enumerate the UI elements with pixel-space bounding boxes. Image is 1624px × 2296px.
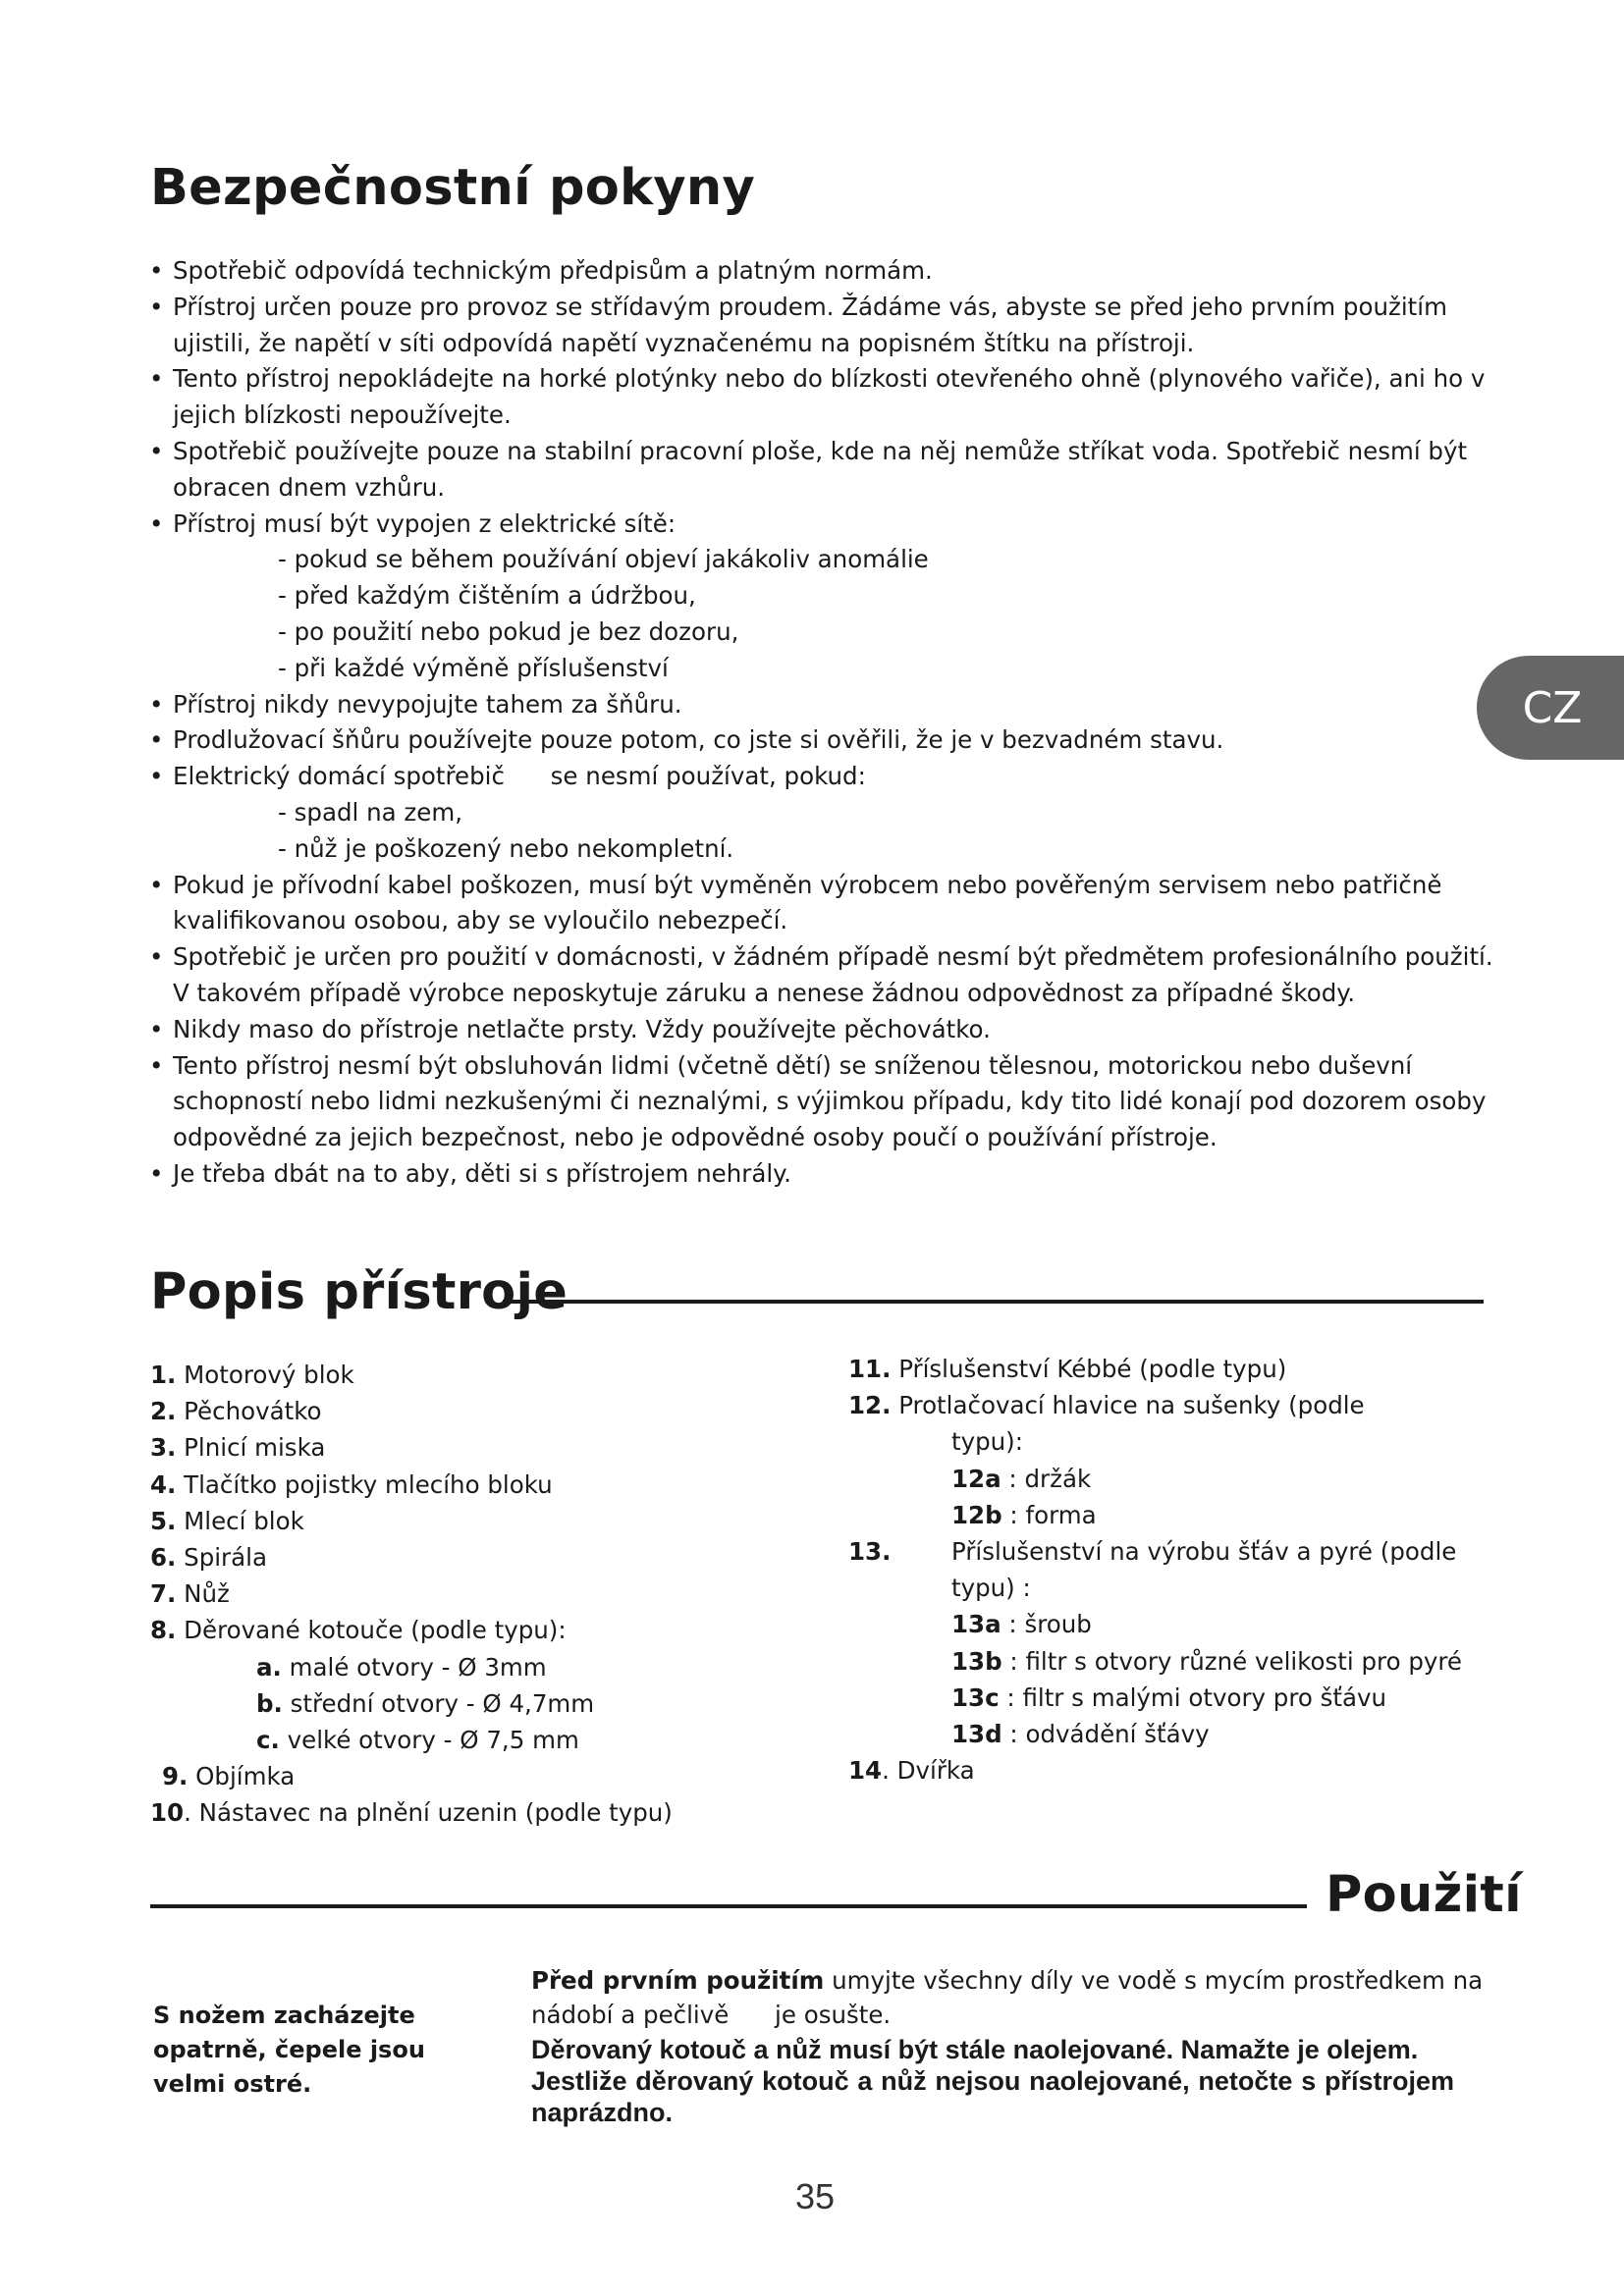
first-use-paragraph bbox=[531, 1964, 1489, 2032]
description-title: Popis přístroje bbox=[150, 1263, 568, 1321]
list-item: 14. Dvířka bbox=[848, 1756, 975, 1786]
sub-item: - pokud se během používání objeví jakákoliv anomálie bbox=[278, 545, 929, 574]
list-item: • Přístroj určen pouze pro provoz se střídavým proudem. Žádáme vás, abyste se před jeho prvním použitím ujistili, že napětí v síti odpovídá napětí vyznačenému na popisném štítku na přístroji. bbox=[147, 290, 1512, 362]
list-item: 9. Objímka bbox=[162, 1762, 296, 1791]
sub-item: - před každým čištěním a údržbou, bbox=[278, 581, 696, 611]
list-item: 4. Tlačítko pojistky mlecího bloku bbox=[150, 1469, 553, 1499]
safety-list bbox=[147, 253, 1512, 1193]
list-item: • Přístroj musí být vypojen z elektrické sítě: bbox=[147, 507, 1512, 543]
first-use-bold: Před prvním použitím bbox=[531, 1966, 825, 1995]
section-divider bbox=[150, 1904, 1307, 1908]
oil-line-1: Děrovaný kotouč a nůž musí být stále naolejované. Namažte je olejem. bbox=[531, 2035, 1419, 2064]
list-item: • Elektrický domácí spotřebič se nesmí používat, pokud: bbox=[147, 759, 1512, 795]
list-item: a. malé otvory - Ø 3mm bbox=[256, 1652, 547, 1682]
list-item: 3. Plnicí miska bbox=[150, 1433, 326, 1463]
list-item: • Spotřebič používejte pouze na stabilní pracovní ploše, kde na něj nemůže stříkat voda. Spotřebič nesmí být obracen dnem vzhůru. bbox=[147, 434, 1512, 507]
list-item: • Přístroj nikdy nevypojujte tahem za šňůru. bbox=[147, 687, 1512, 723]
list-item: 1. Motorový blok bbox=[150, 1361, 354, 1389]
list-item: 7. Nůž bbox=[150, 1579, 230, 1609]
list-item: 12. Protlačovací hlavice na sušenky (podle bbox=[848, 1391, 1365, 1420]
list-item: 6. Spirála bbox=[150, 1543, 267, 1573]
parts-list-right bbox=[848, 1351, 1477, 1789]
list-item: 13d : odvádění šťávy bbox=[951, 1720, 1210, 1749]
section-divider bbox=[503, 1300, 1484, 1304]
list-item: typu) : bbox=[951, 1574, 1031, 1603]
list-item: • Pokud je přívodní kabel poškozen, musí být vyměněn výrobcem nebo pověřeným servisem nebo patřičně kvalifikovanou osobou, aby se vyloučilo nebezpečí. bbox=[147, 868, 1512, 940]
list-item: 13b : filtr s otvory různé velikosti pro pyré bbox=[951, 1646, 1462, 1676]
list-item: 13. Příslušenství na výrobu šťáv a pyré (podle bbox=[848, 1537, 1457, 1567]
list-item: 12b : forma bbox=[951, 1500, 1097, 1529]
knife-warning: S nožem zacházejte opatrně, čepele jsou velmi ostré. bbox=[153, 2002, 425, 2098]
list-item: b. střední otvory - Ø 4,7mm bbox=[256, 1688, 595, 1718]
list-item: 5. Mlecí blok bbox=[150, 1506, 304, 1535]
usage-title: Použití bbox=[1326, 1866, 1522, 1924]
parts-list-left bbox=[150, 1357, 838, 1832]
oil-line-2: Jestliže děrovaný kotouč a nůž nejsou naolejované, netočte s přístrojem naprázdno. bbox=[531, 2066, 1454, 2127]
safety-title: Bezpečnostní pokyny bbox=[150, 159, 756, 217]
sub-item: - spadl na zem, bbox=[278, 797, 463, 827]
list-item: • Tento přístroj nesmí být obsluhován lidmi (včetně dětí) se sníženou tělesnou, motorickou nebo duševní schopností nebo lidmi nezkušenými či neznalými, s výjimkou případu, kdy tito lidé konají pod dozorem osoby odpovědné za jejich bezpečnost, nebo je odpovědné osoby poučí o používání přístroje. bbox=[147, 1048, 1512, 1156]
language-tab: CZ bbox=[1477, 656, 1624, 760]
page-number: 35 bbox=[794, 2176, 836, 2216]
list-item: 10. Nástavec na plnění uzenin (podle typu) bbox=[150, 1798, 673, 1828]
sub-item: - nůž je poškozený nebo nekompletní. bbox=[278, 833, 734, 863]
list-item: • Nikdy maso do přístroje netlačte prsty. Vždy používejte pěchovátko. bbox=[147, 1012, 1512, 1048]
list-item: 2. Pěchovátko bbox=[150, 1397, 322, 1426]
first-use-rest: umyjte všechny díly ve vodě s mycím prostředkem na nádobí a pečlivě je osušte. bbox=[531, 1966, 1490, 2029]
sub-item: - při každé výměně příslušenství bbox=[278, 653, 669, 682]
list-item: typu): bbox=[951, 1427, 1023, 1457]
list-item: 13c : filtr s malými otvory pro šťávu bbox=[951, 1682, 1387, 1712]
list-item: • Tento přístroj nepokládejte na horké plotýnky nebo do blízkosti otevřeného ohně (plynového vařiče), ani ho v jejich blízkosti nepoužívejte. bbox=[147, 361, 1512, 434]
list-item: 8. Děrované kotouče (podle typu): bbox=[150, 1616, 567, 1645]
list-item: 11. Příslušenství Kébbé (podle typu) bbox=[848, 1355, 1287, 1383]
list-item: • Spotřebič je určen pro použití v domácnosti, v žádném případě nesmí být předmětem profesionálního použití. V takovém případě výrobce neposkytuje záruku a nenese žádnou odpovědnost za případné škody. bbox=[147, 939, 1512, 1012]
list-item: 12a : držák bbox=[951, 1464, 1092, 1493]
list-item: • Spotřebič odpovídá technickým předpisům a platným normám. bbox=[147, 253, 1512, 290]
list-item: • Prodlužovací šňůru používejte pouze potom, co jste si ověřili, že je v bezvadném stavu. bbox=[147, 722, 1512, 759]
list-item: • Je třeba dbát na to aby, děti si s přístrojem nehrály. bbox=[147, 1156, 1512, 1193]
usage-text bbox=[531, 1964, 1528, 2128]
list-item: 13a : šroub bbox=[951, 1610, 1092, 1639]
list-item: c. velké otvory - Ø 7,5 mm bbox=[256, 1726, 579, 1755]
sub-item: - po použití nebo pokud je bez dozoru, bbox=[278, 616, 739, 646]
